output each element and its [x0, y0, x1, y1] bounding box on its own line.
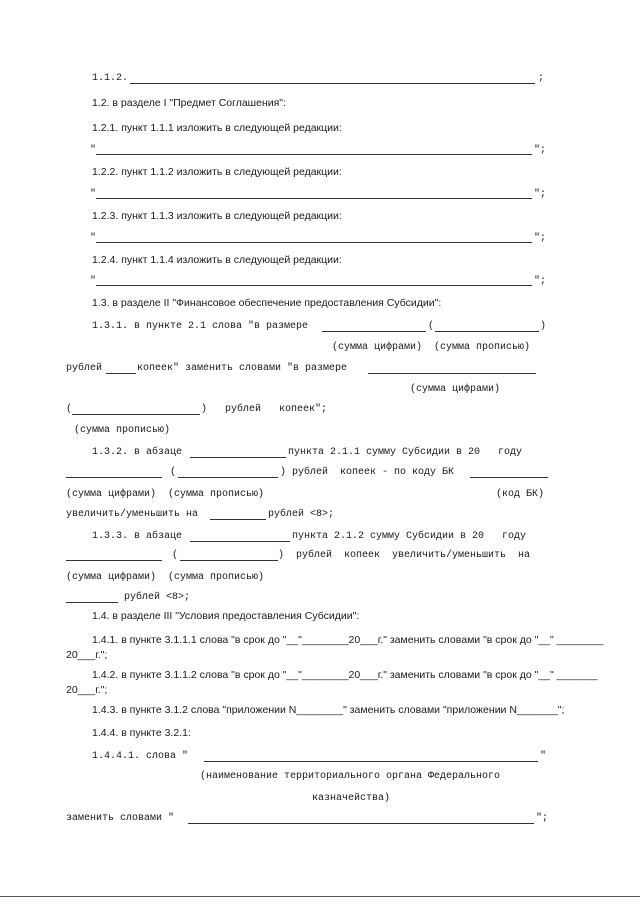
clause-1-3-3-line2: ) рублей копеек увеличить/уменьшить на — [278, 550, 531, 561]
clause-1-4-2-line1: 1.4.2. в пункте 3.1.1.2 слова "в срок до "__"________20___г." заменить словами "в срок до "__" _______ — [92, 669, 598, 681]
sum-digits-blank[interactable] — [322, 331, 426, 332]
authority-name-blank[interactable] — [204, 761, 538, 762]
paren-open: ( — [428, 321, 435, 332]
clause-1-1-2-end: ; — [538, 73, 545, 84]
hint-sum: (сумма цифрами) (сумма прописью) — [66, 489, 265, 500]
clause-1-3-2-change: увеличить/уменьшить на — [66, 509, 199, 520]
clause-1-3-2-start: 1.3.2. в абзаце — [92, 447, 183, 458]
sum-digits-blank[interactable] — [66, 477, 162, 478]
hint-authority-2: казначейства) — [312, 793, 391, 804]
clause-1-4: 1.4. в разделе III "Условия предоставления Субсидии": — [92, 610, 360, 622]
clause-1-3-2-mid: пункта 2.1.1 сумму Субсидии в 20 году — [288, 447, 523, 458]
new-sum-words-blank[interactable] — [72, 414, 200, 415]
rubles-label: рублей — [66, 363, 103, 374]
quote-close: "; — [536, 813, 549, 824]
clause-1-4-2-line2: 20___г."; — [66, 684, 108, 696]
clause-1-2: 1.2. в разделе I "Предмет Соглашения": — [92, 97, 286, 109]
clause-1-1-2-blank[interactable] — [130, 83, 535, 84]
sum-words-blank[interactable] — [435, 331, 539, 332]
hint-authority: (наименование территориального органа Федерального — [200, 771, 501, 782]
amount-blank[interactable] — [210, 519, 266, 520]
clause-1-4-1-line2: 20___г."; — [66, 649, 108, 661]
clause-1-2-2: 1.2.2. пункт 1.1.2 изложить в следующей редакции: — [92, 166, 342, 178]
hint-sum-digits: (сумма цифрами) — [410, 384, 501, 395]
quote-close: "; — [534, 145, 547, 156]
clause-1-2-4-blank[interactable] — [96, 285, 532, 286]
clause-1-3-2-end: рублей <8>; — [268, 509, 335, 520]
quote-close: " — [540, 751, 547, 762]
paren-open: ( — [170, 467, 177, 478]
paren-close: ) — [540, 321, 547, 332]
hint-sum-words: (сумма прописью) — [74, 425, 171, 436]
paren-open: ( — [66, 404, 73, 415]
paragraph-blank[interactable] — [190, 457, 286, 458]
clause-1-3-1-end: ) рублей копеек"; — [201, 404, 328, 415]
hint-bk-code: (код БК) — [496, 489, 545, 500]
clause-1-3-3-start: 1.3.3. в абзаце — [92, 531, 183, 542]
paren-open: ( — [172, 550, 179, 561]
clause-1-2-3-blank[interactable] — [96, 242, 532, 243]
clause-1-2-2-blank[interactable] — [96, 198, 532, 199]
clause-1-3-1-start: 1.3.1. в пункте 2.1 слова "в размере — [92, 321, 309, 332]
clause-1-2-4: 1.2.4. пункт 1.1.4 изложить в следующей редакции: — [92, 254, 342, 266]
sum-digits-blank[interactable] — [66, 560, 162, 561]
clause-1-4-3: 1.4.3. в пункте 3.1.2 слова "приложении N________" заменить словами "приложении N_______"; — [92, 704, 565, 716]
new-sum-digits-blank[interactable] — [368, 373, 536, 374]
quote-open: " — [90, 233, 97, 244]
quote-open: " — [90, 276, 97, 287]
quote-close: "; — [534, 189, 547, 200]
clause-1-1-2-number: 1.1.2. — [92, 73, 129, 84]
clause-1-3-1-replace: копеек" заменить словами "в размере — [137, 363, 348, 374]
quote-close: "; — [534, 233, 547, 244]
quote-open: " — [90, 189, 97, 200]
paragraph-blank[interactable] — [190, 541, 290, 542]
quote-open: " — [90, 145, 97, 156]
clause-1-4-4: 1.4.4. в пункте 3.2.1: — [92, 727, 191, 739]
amount-blank[interactable] — [66, 602, 118, 603]
clause-1-4-1-line1: 1.4.1. в пункте 3.1.1.1 слова "в срок до "__"________20___г." заменить словами "в срок до "__" ________ — [92, 634, 604, 646]
replace-label: заменить словами " — [66, 813, 175, 824]
bk-code-blank[interactable] — [470, 477, 548, 478]
clause-1-4-4-1-start: 1.4.4.1. слова " — [92, 751, 189, 762]
clause-1-3-3-end: рублей <8>; — [124, 592, 191, 603]
hint-sum: (сумма цифрами) (сумма прописью) — [332, 342, 531, 353]
quote-close: "; — [534, 276, 547, 287]
hint-sum: (сумма цифрами) (сумма прописью) — [66, 572, 265, 583]
clause-1-3-3-mid: пункта 2.1.2 сумму Субсидии в 20 году — [292, 531, 527, 542]
clause-1-2-3: 1.2.3. пункт 1.1.3 изложить в следующей редакции: — [92, 210, 342, 222]
clause-1-2-1: 1.2.1. пункт 1.1.1 изложить в следующей редакции: — [92, 122, 342, 134]
clause-1-3: 1.3. в разделе II "Финансовое обеспечение предоставления Субсидии": — [92, 297, 442, 309]
sum-words-blank[interactable] — [178, 477, 278, 478]
clause-1-3-2-line2: ) рублей копеек - по коду БК — [280, 467, 455, 478]
sum-words-blank[interactable] — [180, 560, 278, 561]
rubles-blank[interactable] — [106, 373, 136, 374]
new-authority-name-blank[interactable] — [188, 823, 534, 824]
clause-1-2-1-blank[interactable] — [96, 154, 532, 155]
page-bottom-border — [0, 896, 640, 897]
